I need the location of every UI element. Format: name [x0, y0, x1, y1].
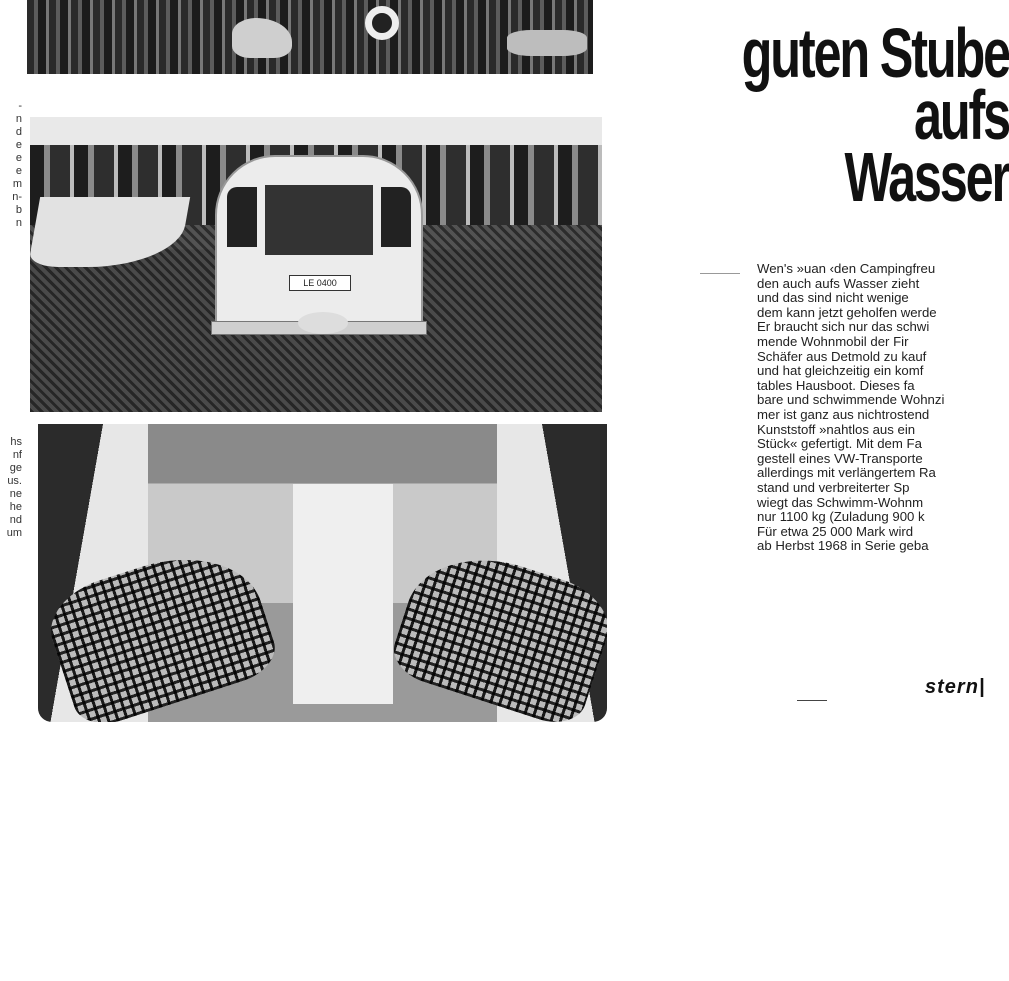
- text-fragment: us.: [7, 475, 22, 487]
- article-line: Für etwa 25 000 Mark wird: [757, 523, 914, 539]
- text-fragment: hs: [10, 436, 22, 448]
- text-fragment: m: [12, 178, 22, 190]
- print-speck: [797, 700, 827, 701]
- lifebuoy-shape: [365, 6, 399, 40]
- text-fragment: um: [6, 527, 22, 539]
- text-fragment: e: [15, 152, 22, 164]
- article-body: [757, 262, 1009, 554]
- article-line: ab Herbst 1968 in Serie geba: [757, 538, 929, 554]
- article-line: gestell eines VW-Transporte: [757, 450, 923, 466]
- text-fragment: e: [15, 165, 22, 177]
- article-line: Schäfer aus Detmold zu kauf: [757, 348, 927, 364]
- text-fragment: e: [15, 139, 22, 151]
- propeller-shape: [298, 312, 348, 334]
- article-line: und hat gleichzeitig ein komf: [757, 363, 924, 379]
- photo-top-harbor: [27, 0, 593, 74]
- van-window: [227, 187, 257, 247]
- photo-figure: [507, 30, 587, 56]
- text-fragment: d: [15, 126, 22, 138]
- van-window: [381, 187, 411, 247]
- text-fragment: n: [15, 113, 22, 125]
- text-fragment: -: [18, 100, 22, 112]
- left-column-fragments: [0, 436, 22, 540]
- headline-line: Wasser: [844, 138, 1009, 216]
- article-line: Wen's »uan ‹den Campingfreu: [757, 262, 936, 276]
- article-line: allerdings mit verlängertem Ra: [757, 465, 936, 481]
- text-fragment: ne: [9, 488, 22, 500]
- photo-amphibious-van: [30, 117, 602, 412]
- text-fragment: n: [15, 217, 22, 229]
- article-line: mer ist ganz aus nichtrostend: [757, 406, 930, 422]
- photo-boat: [30, 197, 190, 267]
- photo-interior-sleepers: [38, 424, 607, 722]
- text-fragment: nd: [9, 514, 22, 526]
- stern-signature: stern|: [925, 676, 986, 698]
- article-line: bare und schwimmende Wohnzi: [757, 392, 945, 408]
- article-line: nur 1100 kg (Zuladung 900 k: [757, 509, 925, 525]
- article-line: mende Wohnmobil der Fir: [757, 333, 909, 349]
- headline-line: aufs: [914, 76, 1009, 154]
- interior-aisle: [293, 484, 393, 704]
- text-fragment: nf: [12, 449, 22, 461]
- photo-sky: [30, 117, 602, 147]
- article-line: und das sind nicht wenige: [757, 290, 909, 306]
- van-rear-window: [265, 185, 373, 255]
- left-column-fragments: [0, 100, 22, 230]
- article-line: tables Hausboot. Dieses fa: [757, 377, 915, 393]
- license-plate: LE 0400: [289, 275, 351, 291]
- headline-line: guten Stube: [741, 14, 1009, 92]
- text-fragment: ge: [9, 462, 22, 474]
- text-fragment: b: [15, 204, 22, 216]
- article-line: den auch aufs Wasser zieht: [757, 275, 920, 291]
- text-fragment: he: [9, 501, 22, 513]
- headline: [721, 14, 1009, 216]
- article-line: stand und verbreiterter Sp: [757, 479, 910, 495]
- text-fragment: n-: [12, 191, 22, 203]
- article-line: dem kann jetzt geholfen werde: [757, 304, 937, 320]
- photo-van: [215, 155, 423, 335]
- article-line: Kunststoff »nahtlos aus ein: [757, 421, 916, 437]
- print-speck: [700, 273, 740, 274]
- article-line: Er braucht sich nur das schwi: [757, 319, 930, 335]
- photo-figure: [232, 18, 292, 58]
- article-line: wiegt das Schwimm-Wohnm: [757, 494, 924, 510]
- article-line: Stück« gefertigt. Mit dem Fa: [757, 436, 922, 452]
